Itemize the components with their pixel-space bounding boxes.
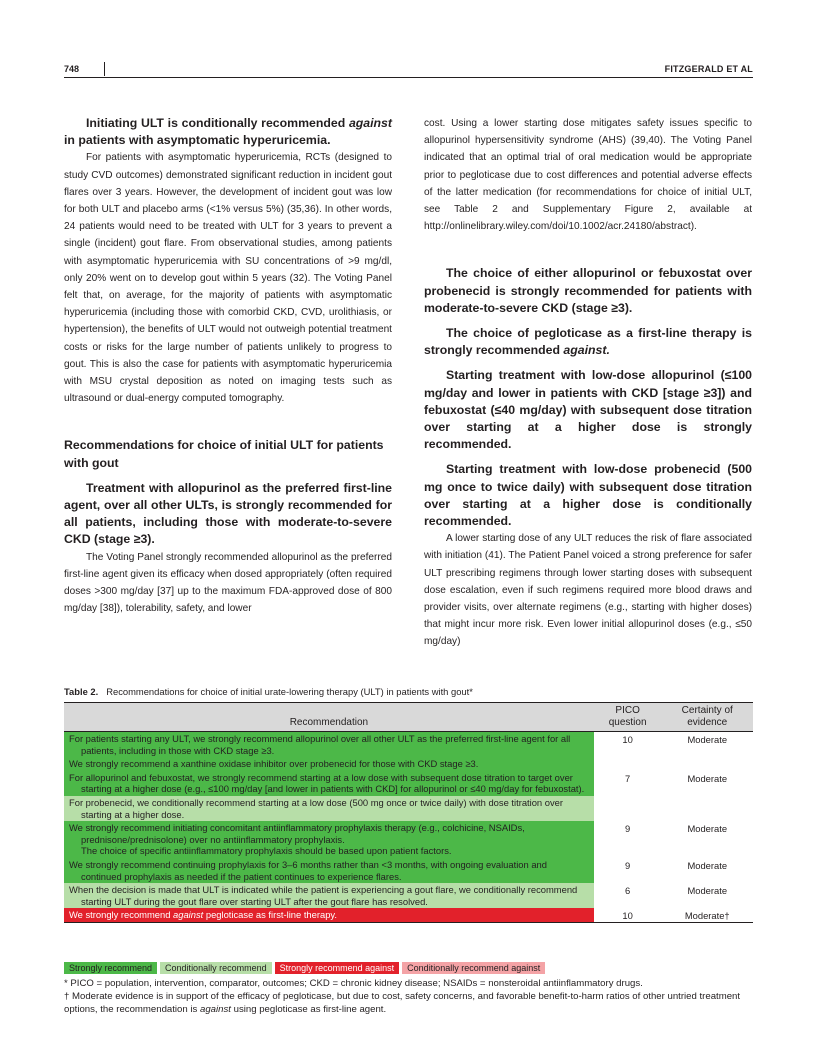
rec-text: The choice of pegloticase as a first-line therapy is strongly recommended [424,326,752,358]
footnote-abbreviations: * PICO = population, intervention, comparator, outcomes; CKD = chronic kidney disease; NSAIDs = nonsteroidal antiinflammatory drugs. [64,978,643,989]
table-row [64,796,753,821]
table-row [64,771,753,796]
body-paragraph: The Voting Panel strongly recommended allopurinol as the preferred first-line agent given its efficacy when dosed appropriately (often required doses >300 mg/day [37] up to the maximum FDA-approved dose of 800 mg/day [38]), tolerability, safety, and lower [64,551,392,615]
footnote-text: † Moderate evidence is in support of the efficacy of pegloticase, but due to cost, safety concerns, and favorable benefit-to-harm ratios of other untried treatment options, the recommendation is [64,991,741,1015]
header-recommendation: Recommendation [64,703,594,732]
header-divider [104,62,105,76]
table-cell-pico: 9 [625,823,631,835]
header-pico: PICO question [594,703,662,732]
page-number: 748 [64,64,80,74]
table-cell-recommendation [64,858,594,883]
cell-text: For probenecid, we conditionally recommend starting at a low dose (500 mg once or twice daily) with dose titration over starting at a higher dose. [69,796,563,820]
section-heading: Recommendations for choice of initial ULT for patients with gout [64,438,384,470]
table-cell-pico: 9 [625,859,631,871]
table-cell-certainty: Moderate [687,859,728,871]
right-column [424,115,752,651]
table-legend [64,962,545,974]
table-cell-certainty [661,757,753,771]
recommendation-pegloticase [424,325,752,359]
table-row [64,757,753,771]
table-cell-certainty [661,796,753,821]
legend-conditional-for: Conditionally recommend [160,962,272,974]
table-row [64,908,753,922]
cell-text: We strongly recommend continuing prophylaxis for 3–6 months rather than <3 months, with ongoing evaluation and continued prophylaxis as needed if the patient continues to experience flares. [69,858,547,882]
rec-text: Initiating ULT is conditionally recommended [86,116,346,130]
table-cell-recommendation [64,883,594,908]
running-head: FITZGERALD ET AL [664,64,753,74]
table-row [64,732,753,758]
rec-emphasis: against. [563,343,610,358]
legend-strong-against: Strongly recommend against [275,962,400,974]
header-rule [64,77,753,78]
table-label: Table 2. [64,686,99,697]
table-cell-pico [594,796,662,821]
table-cell-certainty: Moderate [687,772,728,784]
body-paragraph: cost. Using a lower starting dose mitigates safety issues specific to allopurinol hypersensitivity syndrome (AHS) (39,40). The Voting Panel indicated that an optimal trial of oral medication would be appropriate prior to pegloticase due to cost differences and potential adverse effects of the latter medication (for recommendations for choice of initial ULT, see Table 2 and Supplementary Figure 2, available at http://onlinelibrary.wiley.com/doi/10.1002/acr.24180/abstract). [424,118,752,233]
table-cell-certainty: Moderate† [661,908,753,922]
recommendation-ckd: The choice of either allopurinol or febuxostat over probenecid is strongly recommended for patients with moderate-to-severe CKD (stage ≥3). [424,266,752,315]
table-cell-recommendation [64,771,594,796]
left-column [64,115,392,617]
table-cell-certainty: Moderate [687,885,728,897]
table-cell-recommendation [64,757,594,771]
footnote-text-end: using pegloticase as first-line agent. [230,1003,387,1015]
table-cell-recommendation [64,821,594,858]
header-certainty: Certainty of evidence [661,703,753,732]
recommendation-probenecid: Starting treatment with low-dose probenecid (500 mg once to twice daily) with subsequent dose titration over starting at a higher dose is conditionally recommended. [424,462,752,529]
table-cell-pico: 7 [625,772,631,784]
body-paragraph: For patients with asymptomatic hyperuricemia, RCTs (designed to study CVD outcomes) demonstrated significant reduction in incident gout flares over 3 years. However, the development of incident gout was low for both ULT and placebo arms (<1% versus 5%) (35,36). In other words, 24 patients would need to be treated with ULT for 3 years to prevent a single (incident) gout flare. From observational studies, among patients with asymptomatic hyperuricemia with SU concentrations of >9 mg/dl, only 20% went on to develop gout within 5 years (32). The Voting Panel felt that, on average, for the majority of patients with asymptomatic hyperuricemia (including those with comorbid CKD, CVD, urolithiasis, or hypertension), the benefits of ULT would not outweigh potential treatment costs or risks for the large number of patients unlikely to progress to gout. This is also the case for patients with asymptomatic hyperuricemia with MSU crystal deposition as noted on imaging tests such as ultrasound or dual-energy computed tomography. [64,152,392,405]
table-cell-recommendation [64,732,594,758]
table-cell-recommendation [64,796,594,821]
cell-text: For allopurinol and febuxostat, we strongly recommend starting at a low dose with subsequent dose titration to target over starting at a higher dose (e.g., ≤100 mg/day [and lower in patients with CKD] for allopurinol or ≤40 mg/day for febuxostat). [69,771,585,795]
recommendation-allopurinol: Treatment with allopurinol as the preferred first-line agent, over all other ULTs, is strongly recommended for all patients, including those with moderate-to-severe CKD (stage ≥3). [64,480,392,547]
recommendations-table [64,702,753,923]
cell-text: When the decision is made that ULT is indicated while the patient is experiencing a gout flare, we conditionally recommend starting ULT during the gout flare over starting ULT after the gout flare has resolved. [69,884,578,907]
cell-text-end: pegloticase as first-line therapy. [203,909,338,921]
footnote-moderate-evidence [64,991,754,1016]
recommendation-low-dose: Starting treatment with low-dose allopurinol (≤100 mg/day and lower in patients with CKD [stage ≥3]) and febuxostat (≤40 mg/day) with subsequent dose titration over starting at a higher dose is strongly recommended. [424,368,752,452]
legend-conditional-against: Conditionally recommend against [402,962,545,974]
table-cell-certainty: Moderate [687,823,728,835]
table-row [64,821,753,858]
cell-emphasis: against [173,909,204,921]
rec-emphasis: against [348,116,392,130]
table-cell-pico: 10 [594,908,662,922]
legend-strong-for: Strongly recommend [64,962,157,974]
table-cell-pico: 10 [622,734,633,745]
table-caption [64,686,473,697]
table-row [64,883,753,908]
cell-text: We strongly recommend [69,909,174,921]
cell-text: We strongly recommend a xanthine oxidase inhibitor over probenecid for those with CKD stage ≥3. [69,758,479,770]
cell-text: For patients starting any ULT, we strongly recommend allopurinol over all other ULT as the preferred first-line agent for all patients, including in those with CKD stage ≥3. [69,733,571,756]
body-paragraph: A lower starting dose of any ULT reduces the risk of flare associated with initiation (41). The Patient Panel voiced a strong preference for safer ULT prescribing regimens through lower starting doses with subsequent dose escalation, even if such regimens required more blood draws and provider visits, over alternate regimens (e.g., starting with higher doses) that might incur more risk. Even lower initial allopurinol doses (e.g., ≤50 mg/day) [424,533,752,648]
rec-text-end: in patients with asymptomatic hyperuricemia. [64,133,331,148]
recommendation-asymptomatic [64,115,392,149]
table-cell-certainty: Moderate [687,734,728,745]
footnote-emphasis: against [200,1003,231,1015]
cell-text: We strongly recommend initiating concomitant antiinflammatory prophylaxis therapy (e.g., colchicine, NSAIDs, prednisone/prednisolone) over no antiinflammatory prophylaxis. [69,822,525,845]
table-caption-text: Recommendations for choice of initial urate-lowering therapy (ULT) in patients with gout* [106,686,473,697]
table-cell-pico: 6 [625,885,631,897]
table-cell-recommendation [64,908,594,922]
table-row [64,858,753,883]
table-cell-pico [594,757,662,771]
cell-text-secondary: The choice of specific antiinflammatory prophylaxis should be based upon patient factors. [81,845,452,857]
